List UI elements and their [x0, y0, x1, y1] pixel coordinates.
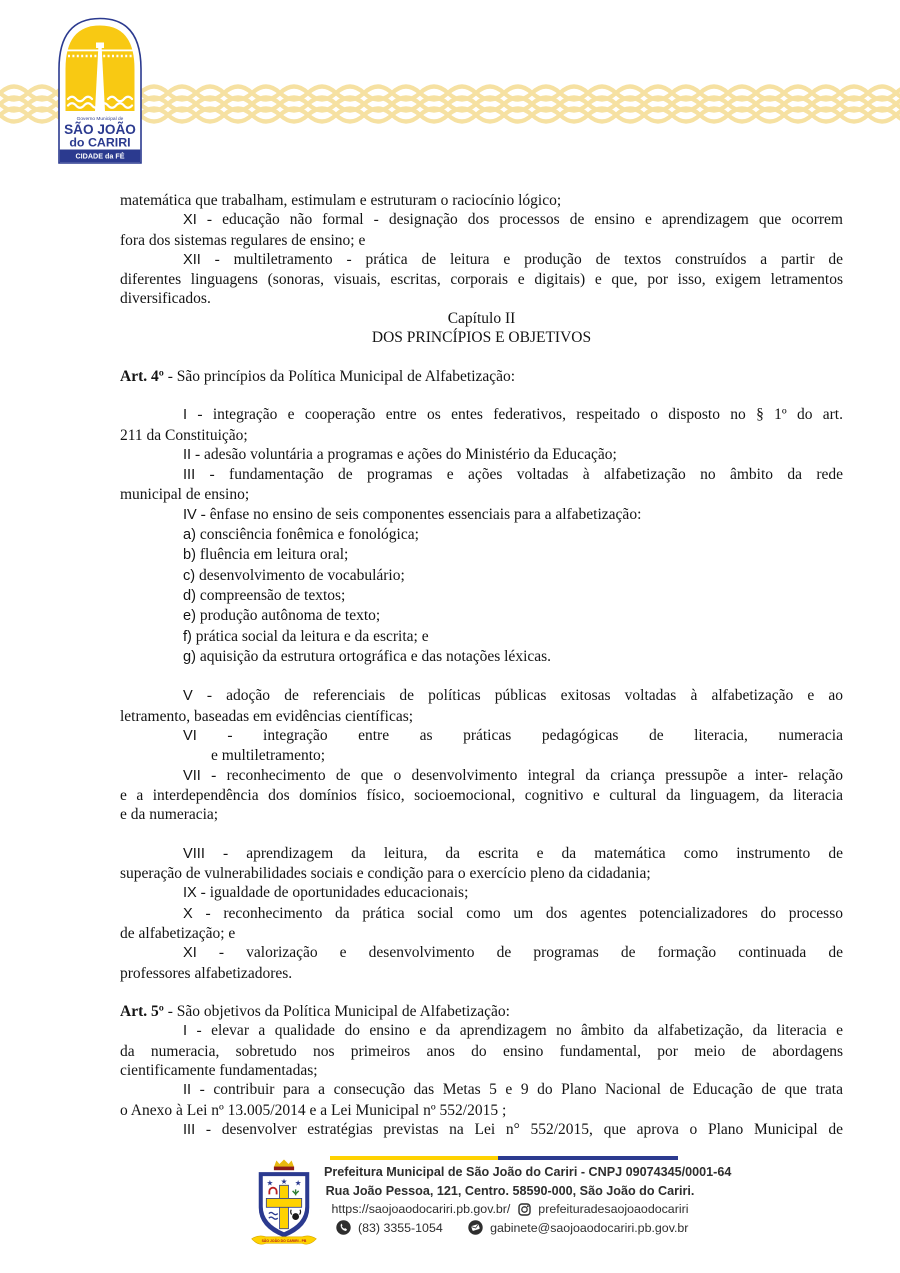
item-marker: III	[183, 467, 196, 484]
doc-line: e a interdependência dos domínios físico, socioemocional, cognitivo e cultural da linguagem, da literacia	[120, 786, 843, 804]
doc-line: X - reconhecimento da prática social como um dos agentes potencializadores do processo	[183, 904, 843, 922]
shield-star-2: ★	[280, 1176, 288, 1186]
doc-line: e da numeracia;	[120, 806, 219, 824]
doc-line: III - desenvolver estratégias previstas na Lei n° 552/2015, que aprova o Plano Municipal de	[183, 1120, 843, 1138]
doc-line: XII - multiletramento - prática de leitura e produção de textos construídos a partir de	[183, 250, 843, 268]
municipality-logo	[55, 13, 145, 167]
doc-line: III - fundamentação de programas e ações voltadas à alfabetização no âmbito da rede	[183, 466, 843, 484]
doc-line: VIII - aprendizagem da leitura, da escrita e da matemática como instrumento de	[183, 844, 843, 862]
footer-phone: (83) 3355-1054	[358, 1220, 443, 1235]
footer-email: gabinete@saojoaodocariri.pb.gov.br	[490, 1220, 689, 1235]
item-marker: e)	[183, 608, 196, 625]
doc-line: letramento, baseadas em evidências científicas;	[120, 707, 414, 725]
doc-line: I - integração e cooperação entre os entes federativos, respeitado o disposto no § 1º do art.	[183, 406, 843, 424]
logo-title-line1: SÃO JOÃO	[64, 122, 136, 137]
doc-line: de alfabetização; e	[120, 924, 236, 942]
doc-blank-line	[120, 825, 843, 844]
lighthouse-cap	[96, 43, 104, 49]
doc-line: g) aquisição da estrutura ortográfica e das notações léxicas.	[183, 647, 552, 665]
item-marker: I	[183, 407, 188, 424]
doc-line: matemática que trabalham, estimulam e estruturam o raciocínio lógico;	[120, 192, 562, 209]
doc-blank-line	[120, 347, 843, 366]
logo-title-line2: do CARIRI	[69, 135, 131, 150]
coat-of-arms	[248, 1159, 320, 1255]
doc-line: 211 da Constituição;	[120, 426, 248, 444]
doc-line: II - adesão voluntária a programas e ações do Ministério da Educação;	[183, 445, 617, 463]
item-marker: VIII	[183, 845, 205, 862]
footer-org-line: Prefeitura Municipal de São João do Cariri - CNPJ 09074345/0001-64	[324, 1165, 732, 1179]
doc-line: XI - educação não formal - designação dos processos de ensino e aprendizagem que ocorrem	[183, 211, 843, 229]
item-marker: XII	[183, 251, 201, 268]
item-marker: V	[183, 688, 193, 705]
phone-icon	[336, 1220, 351, 1235]
doc-line: IV - ênfase no ensino de seis componentes essenciais para a alfabetização:	[183, 505, 642, 523]
doc-line: c) desenvolvimento de vocabulário;	[183, 566, 405, 584]
footer-bar-blue-segment	[498, 1156, 678, 1160]
doc-line: d) compreensão de textos;	[183, 586, 346, 604]
shield-star-3: ★	[294, 1178, 302, 1188]
item-marker: f)	[183, 628, 192, 645]
item-marker: VII	[183, 767, 201, 784]
doc-line: e) produção autônoma de texto;	[183, 607, 381, 625]
doc-line: a) consciência fonêmica e fonológica;	[183, 526, 419, 544]
doc-line: f) prática social da leitura e da escrita; e	[183, 627, 429, 645]
doc-blank-line	[120, 667, 843, 686]
doc-line: XI - valorização e desenvolvimento de programas de formação continuada de	[183, 944, 843, 962]
crest-ribbon-text: SÃO JOÃO DO CARIRI - PB	[261, 1238, 307, 1243]
footer-bar-yellow-segment	[330, 1156, 498, 1160]
item-marker: VI	[183, 728, 197, 745]
doc-line: o Anexo à Lei nº 13.005/2014 e a Lei Municipal nº 552/2015 ;	[120, 1101, 507, 1119]
chapter-heading: DOS PRINCÍPIOS E OBJETIVOS	[371, 329, 592, 347]
item-marker: a)	[183, 527, 196, 544]
item-marker: IX	[183, 885, 197, 902]
item-marker: XI	[183, 212, 197, 229]
crown-spikes	[274, 1160, 294, 1168]
shield-star-1: ★	[266, 1178, 274, 1188]
article-heading: Art. 4º - São princípios da Política Municipal de Alfabetização:	[120, 367, 516, 385]
doc-line: municipal de ensino;	[120, 486, 250, 504]
item-marker: c)	[183, 567, 196, 584]
crown-base	[274, 1167, 294, 1171]
article-number: Art. 4º	[120, 367, 164, 385]
doc-line: fora dos sistemas regulares de ensino; e	[120, 231, 366, 249]
footer-address-line: Rua João Pessoa, 121, Centro. 58590-000, São João do Cariri.	[325, 1183, 695, 1198]
doc-line: I - elevar a qualidade do ensino e da aprendizagem no âmbito da alfabetização, da literacia e	[183, 1022, 843, 1040]
doc-line: professores alfabetizadores.	[120, 964, 293, 982]
doc-line: e multiletramento;	[211, 747, 326, 765]
item-marker: g)	[183, 648, 196, 665]
item-marker: I	[183, 1023, 188, 1040]
footer-web-line	[324, 1200, 696, 1219]
doc-line: IX - igualdade de oportunidades educacionais;	[183, 884, 469, 902]
footer-website: https://saojoaodocariri.pb.gov.br/	[331, 1202, 511, 1217]
chapter-heading: Capítulo II	[447, 309, 516, 327]
item-marker: X	[183, 905, 193, 922]
footer-contact-block	[324, 1163, 732, 1237]
item-marker: II	[183, 446, 192, 463]
logo-small-label: Governo Municipal de	[76, 117, 124, 122]
doc-blank-line	[120, 386, 843, 405]
charge-bull-head	[292, 1213, 299, 1220]
doc-line: diversificados.	[120, 290, 211, 308]
footer-phone-email-line	[324, 1219, 696, 1238]
doc-line: da numeracia, sobretudo nos primeiros anos do ensino fundamental, por meio de abordagens	[120, 1042, 843, 1060]
footer-divider-bar	[330, 1156, 678, 1160]
cross-horizontal	[266, 1198, 301, 1207]
document-body	[120, 191, 843, 1140]
doc-line: superação de vulnerabilidades sociais e condição para o exercício pleno da cidadania;	[120, 865, 651, 883]
doc-line: b) fluência em leitura oral;	[183, 546, 349, 564]
doc-line: II - contribuir para a consecução das Metas 5 e 9 do Plano Nacional de Educação de que trata	[183, 1081, 843, 1099]
item-marker: III	[183, 1121, 196, 1138]
article-number: Art. 5º	[120, 1003, 164, 1021]
doc-line: diferentes linguagens (sonoras, visuais, escritas, corporais e digitais) e que, por isso, exigem letramentos	[120, 271, 843, 289]
item-marker: IV	[183, 506, 197, 523]
email-icon	[468, 1220, 483, 1235]
article-heading: Art. 5º - São objetivos da Política Municipal de Alfabetização:	[120, 1003, 510, 1021]
item-marker: XI	[183, 945, 197, 962]
item-marker: d)	[183, 587, 196, 604]
doc-blank-line	[120, 983, 843, 1002]
footer-instagram-handle: prefeituradesaojoaodocariri	[538, 1202, 689, 1217]
logo-banner-text: CIDADE da FÉ	[75, 151, 125, 161]
item-marker: b)	[183, 547, 196, 564]
doc-line: V - adoção de referenciais de políticas públicas exitosas voltadas à alfabetização e ao	[183, 687, 843, 705]
footer	[240, 1155, 732, 1265]
doc-line: cientificamente fundamentadas;	[120, 1062, 318, 1080]
instagram-icon	[518, 1203, 531, 1216]
doc-line: VI - integração entre as práticas pedagógicas de literacia, numeracia	[183, 727, 843, 745]
doc-line: VII - reconhecimento de que o desenvolvimento integral da criança pressupõe a inter- relação	[183, 766, 843, 784]
item-marker: II	[183, 1082, 192, 1099]
